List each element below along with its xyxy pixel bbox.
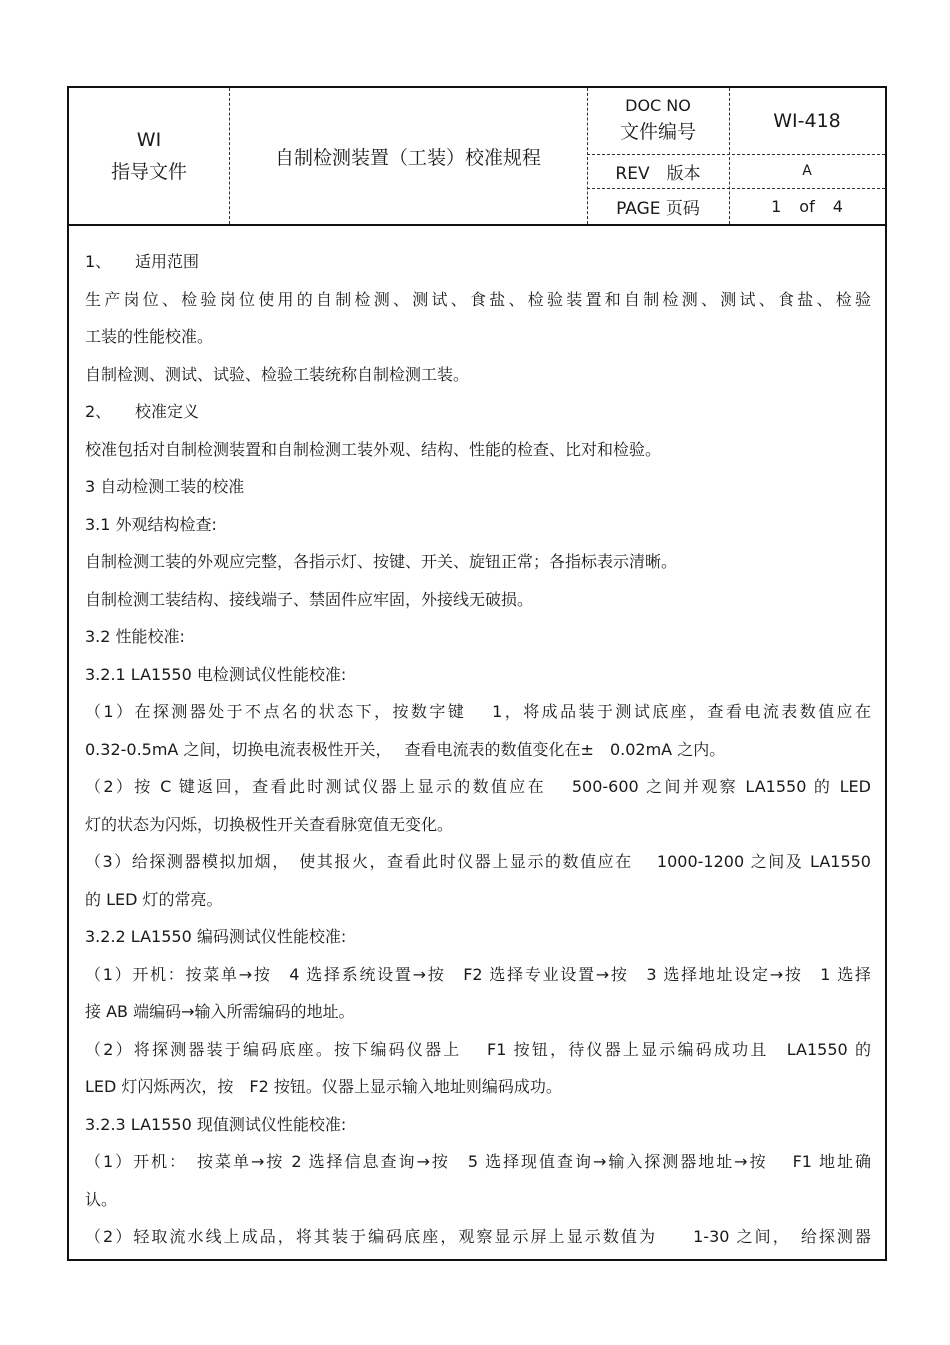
section-heading: 2、 校准定义 — [85, 402, 200, 421]
wi-code: WI — [136, 129, 162, 151]
paragraph: （2）按 C 键返回，查看此时测试仪器上显示的数值应在 500-600 之间并观察 LA1550 的 LED — [85, 777, 871, 796]
doc-no-label — [587, 88, 729, 154]
doc-no-value: WI-418 — [773, 110, 841, 132]
paragraph: （1）在探测器处于不点名的状态下，按数字键 1，将成品装于测试底座，查看电流表数值应在 — [85, 702, 871, 721]
paragraph: 接 AB 端编码→输入所需编码的地址。 — [85, 1002, 355, 1021]
document-body — [85, 243, 871, 1256]
paragraph: 认。 — [85, 1189, 118, 1209]
header-divider — [729, 88, 730, 224]
paragraph: 工装的性能校准。 — [85, 327, 214, 346]
paragraph: （1）开机： 按菜单→按 2 选择信息查询→按 5 选择现值查询→输入探测器地址→按 F1 地址确 — [85, 1152, 871, 1171]
subsection-heading: 3.2.2 LA1550 编码测试仪性能校准: — [85, 927, 347, 946]
page-label: PAGE 页码 — [616, 198, 700, 219]
document-header — [69, 88, 885, 226]
document-frame — [67, 86, 887, 1261]
paragraph: 自制检测工装的外观应完整，各指示灯、按键、开关、旋钮正常；各指标表示清晰。 — [85, 552, 678, 571]
doc-no-label-zh: 文件编号 — [619, 121, 696, 143]
paragraph: 灯的状态为闪烁，切换极性开关查看脉宽值无变化。 — [85, 814, 454, 834]
page-of: of — [799, 196, 815, 216]
page-total: 4 — [832, 196, 843, 216]
subsection-heading: 3.2 性能校准: — [85, 627, 185, 646]
doc-no-label-en: DOC NO — [625, 96, 691, 115]
subsection-heading: 3.1 外观结构检查: — [85, 514, 217, 534]
header-divider — [229, 88, 230, 224]
header-divider — [587, 188, 885, 189]
document-title: 自制检测装置（工装）校准规程 — [274, 146, 541, 169]
paragraph: LED 灯闪烁两次，按 F2 按钮。仪器上显示输入地址则编码成功。 — [85, 1077, 562, 1096]
wi-cell — [69, 88, 229, 224]
wi-label: 指导文件 — [110, 161, 187, 183]
paragraph: 自制检测工装结构、接线端子、禁固件应牢固，外接线无破损。 — [85, 589, 534, 609]
page-current: 1 — [771, 196, 782, 216]
paragraph: 生产岗位、检验岗位使用的自制检测、测试、食盐、检验装置和自制检测、测试、食盐、检验 — [85, 289, 871, 309]
paragraph: （1）开机：按菜单→按 4 选择系统设置→按 F2 选择专业设置→按 3 选择地址设定→按 1 选择 — [85, 964, 871, 984]
section-heading: 3 自动检测工装的校准 — [85, 477, 245, 496]
paragraph: 校准包括对自制检测装置和自制检测工装外观、结构、性能的检查、比对和检验。 — [85, 439, 662, 459]
rev-value: A — [802, 163, 812, 179]
header-divider — [587, 154, 885, 155]
subsection-heading: 3.2.1 LA1550 电检测试仪性能校准: — [85, 664, 347, 684]
section-heading: 1、 适用范围 — [85, 252, 200, 271]
paragraph: 自制检测、测试、试验、检验工装统称自制检测工装。 — [85, 364, 470, 384]
paragraph: （2）将探测器装于编码底座。按下编码仪器上 F1 按钮，待仪器上显示编码成功且 LA1550 的 — [85, 1039, 871, 1059]
rev-label: REV 版本 — [615, 163, 701, 184]
paragraph: （3）给探测器模拟加烟， 使其报火，查看此时仪器上显示的数值应在 1000-1200 之间及 LA1550 — [85, 852, 871, 871]
paragraph: （2）轻取流水线上成品，将其装于编码底座，观察显示屏上显示数值为 1-30 之间， 给探测器 — [85, 1227, 871, 1246]
paragraph: 0.32-0.5mA 之间，切换电流表极性开关， 查看电流表的数值变化在± 0.02mA 之内。 — [85, 739, 726, 759]
header-divider — [587, 88, 588, 224]
paragraph: 的 LED 灯的常亮。 — [85, 889, 223, 909]
page-value — [729, 188, 885, 224]
subsection-heading: 3.2.3 LA1550 现值测试仪性能校准: — [85, 1114, 347, 1134]
